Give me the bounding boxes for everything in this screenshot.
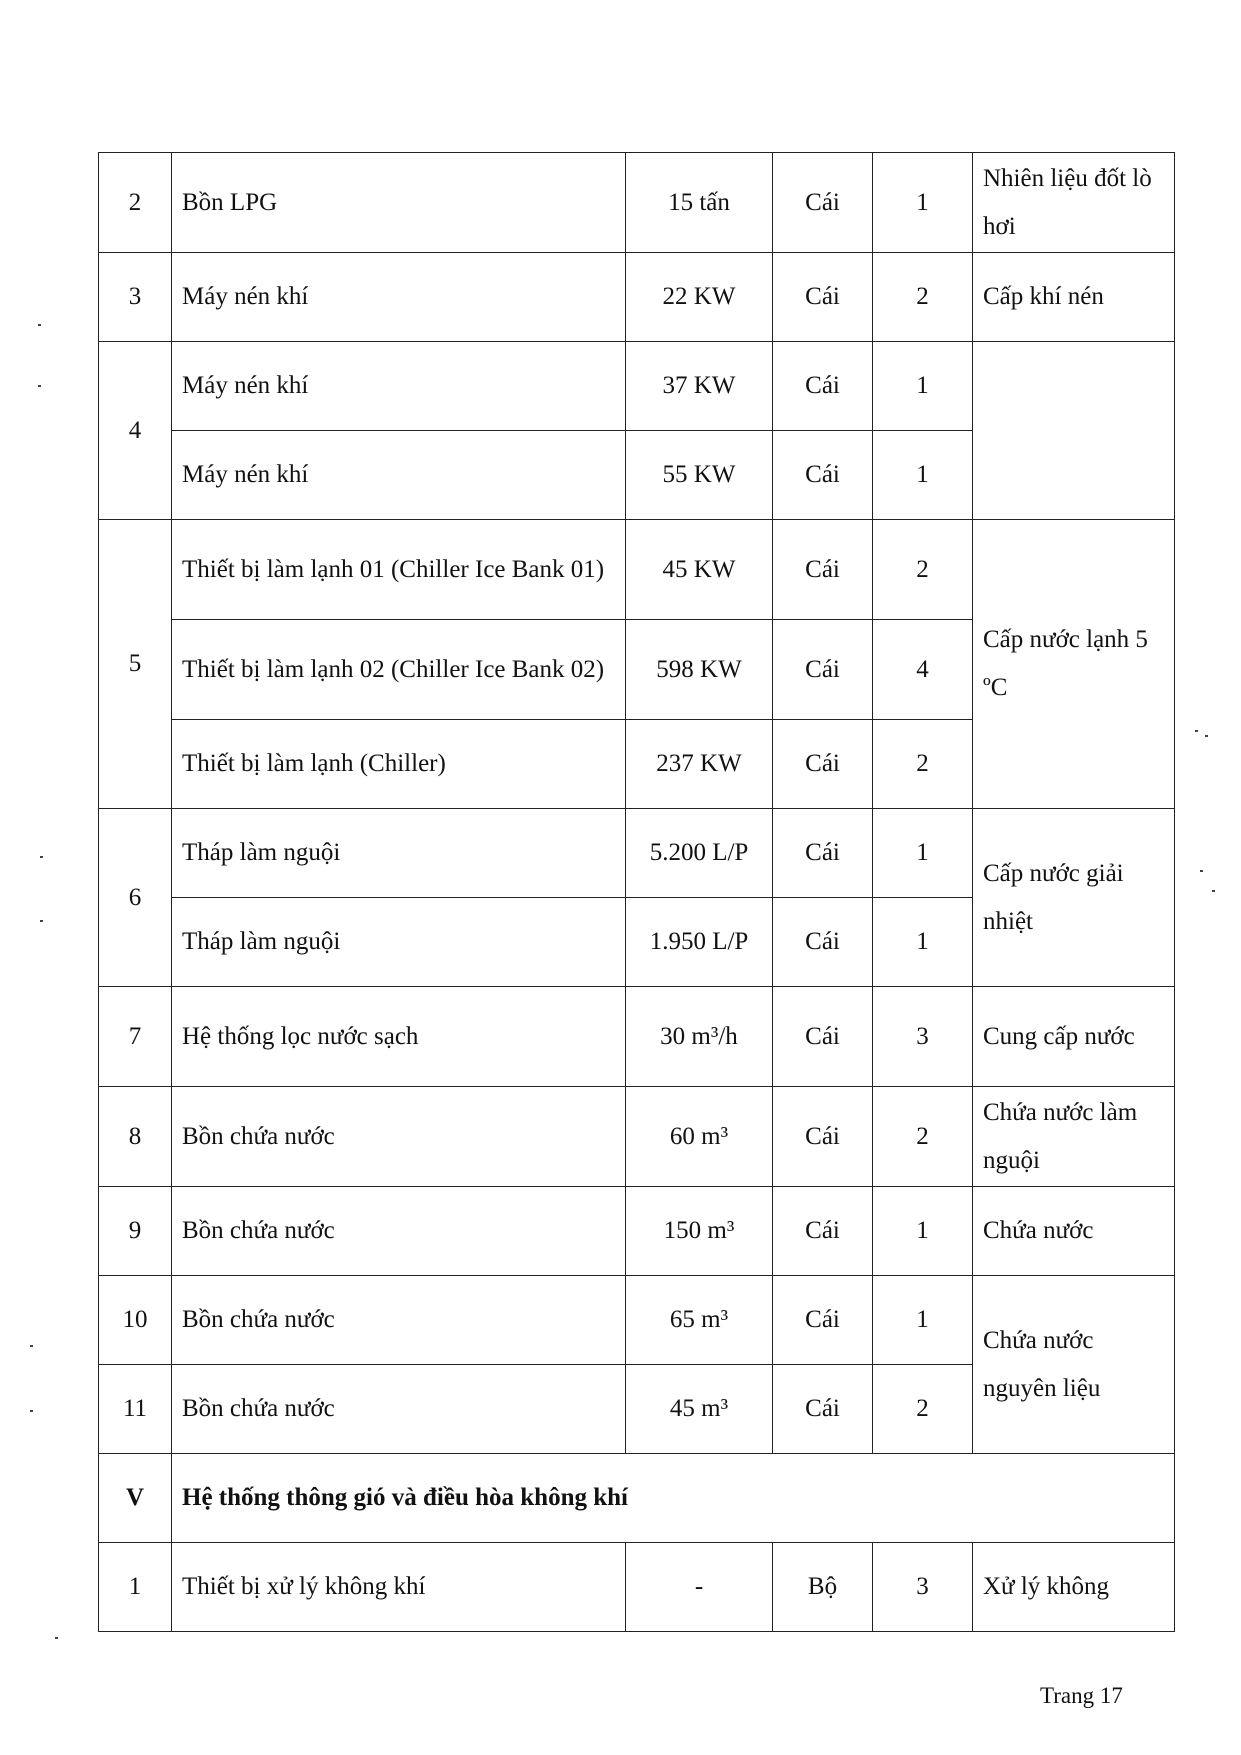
equipment-table xyxy=(98,152,1175,1632)
equipment-unit: Cái xyxy=(773,1276,873,1365)
table-row xyxy=(99,1087,1175,1187)
table-row xyxy=(99,1187,1175,1276)
table-row xyxy=(99,987,1175,1087)
scan-speck xyxy=(1195,730,1198,732)
table-row xyxy=(99,520,1175,620)
equipment-quantity: 2 xyxy=(873,253,973,342)
equipment-unit: Cái xyxy=(773,342,873,431)
equipment-quantity: 2 xyxy=(873,1365,973,1454)
equipment-name: Thiết bị làm lạnh (Chiller) xyxy=(172,720,626,809)
equipment-quantity: 1 xyxy=(873,153,973,253)
equipment-unit: Cái xyxy=(773,1187,873,1276)
equipment-purpose: Nhiên liệu đốt lò hơi xyxy=(973,153,1175,253)
row-number: 2 xyxy=(99,153,172,253)
table-row xyxy=(99,1276,1175,1365)
equipment-unit: Cái xyxy=(773,898,873,987)
equipment-unit: Cái xyxy=(773,987,873,1087)
equipment-name: Thiết bị xử lý không khí xyxy=(172,1543,626,1632)
scan-speck xyxy=(38,324,41,326)
equipment-unit: Cái xyxy=(773,1365,873,1454)
equipment-capacity: 55 KW xyxy=(626,431,773,520)
equipment-quantity: 1 xyxy=(873,809,973,898)
table-row xyxy=(99,342,1175,431)
equipment-unit: Bộ xyxy=(773,1543,873,1632)
section-row xyxy=(99,1454,1175,1543)
scan-speck xyxy=(1200,870,1203,872)
equipment-name: Bồn chứa nước xyxy=(172,1276,626,1365)
equipment-unit: Cái xyxy=(773,431,873,520)
row-number: 8 xyxy=(99,1087,172,1187)
equipment-quantity: 4 xyxy=(873,620,973,720)
equipment-quantity: 1 xyxy=(873,1187,973,1276)
equipment-quantity: 2 xyxy=(873,520,973,620)
row-number: 1 xyxy=(99,1543,172,1632)
row-number: 9 xyxy=(99,1187,172,1276)
section-title: Hệ thống thông gió và điều hòa không khí xyxy=(172,1454,1175,1543)
scan-speck xyxy=(40,920,43,922)
section-number: V xyxy=(99,1454,172,1543)
equipment-unit: Cái xyxy=(773,253,873,342)
equipment-purpose: Chứa nước xyxy=(973,1187,1175,1276)
equipment-name: Bồn LPG xyxy=(172,153,626,253)
equipment-capacity: 598 KW xyxy=(626,620,773,720)
equipment-name: Bồn chứa nước xyxy=(172,1365,626,1454)
equipment-unit: Cái xyxy=(773,620,873,720)
equipment-quantity: 1 xyxy=(873,1276,973,1365)
equipment-name: Máy nén khí xyxy=(172,342,626,431)
equipment-quantity: 1 xyxy=(873,342,973,431)
equipment-purpose xyxy=(973,342,1175,520)
equipment-capacity: 65 m³ xyxy=(626,1276,773,1365)
row-number: 5 xyxy=(99,520,172,809)
scan-speck xyxy=(1212,890,1215,892)
equipment-capacity: 45 KW xyxy=(626,520,773,620)
equipment-capacity: - xyxy=(626,1543,773,1632)
equipment-purpose: Xử lý không xyxy=(973,1543,1175,1632)
equipment-name: Thiết bị làm lạnh 01 (Chiller Ice Bank 01) xyxy=(172,520,626,620)
page-number: Trang 17 xyxy=(1040,1683,1123,1708)
equipment-purpose: Cấp khí nén xyxy=(973,253,1175,342)
scan-speck xyxy=(40,856,43,858)
row-number: 3 xyxy=(99,253,172,342)
table-row xyxy=(99,1543,1175,1632)
equipment-capacity: 1.950 L/P xyxy=(626,898,773,987)
table-row xyxy=(99,253,1175,342)
row-number: 6 xyxy=(99,809,172,987)
equipment-unit: Cái xyxy=(773,720,873,809)
equipment-name: Bồn chứa nước xyxy=(172,1187,626,1276)
scan-speck xyxy=(30,1345,33,1347)
row-number: 11 xyxy=(99,1365,172,1454)
equipment-capacity: 45 m³ xyxy=(626,1365,773,1454)
equipment-name: Tháp làm nguội xyxy=(172,809,626,898)
equipment-unit: Cái xyxy=(773,520,873,620)
equipment-name: Máy nén khí xyxy=(172,253,626,342)
equipment-name: Hệ thống lọc nước sạch xyxy=(172,987,626,1087)
equipment-quantity: 2 xyxy=(873,1087,973,1187)
equipment-capacity: 60 m³ xyxy=(626,1087,773,1187)
row-number: 7 xyxy=(99,987,172,1087)
equipment-capacity: 22 KW xyxy=(626,253,773,342)
row-number: 10 xyxy=(99,1276,172,1365)
equipment-name: Thiết bị làm lạnh 02 (Chiller Ice Bank 02) xyxy=(172,620,626,720)
equipment-unit: Cái xyxy=(773,809,873,898)
equipment-purpose: Chứa nước nguyên liệu xyxy=(973,1276,1175,1454)
row-number: 4 xyxy=(99,342,172,520)
scan-speck xyxy=(1205,735,1208,737)
table-row xyxy=(99,809,1175,898)
equipment-quantity: 1 xyxy=(873,898,973,987)
scan-speck xyxy=(55,1637,58,1639)
equipment-purpose: Cung cấp nước xyxy=(973,987,1175,1087)
equipment-purpose: Chứa nước làm nguội xyxy=(973,1087,1175,1187)
equipment-purpose: Cấp nước lạnh 5 ºC xyxy=(973,520,1175,809)
equipment-name: Máy nén khí xyxy=(172,431,626,520)
scan-speck xyxy=(38,385,41,387)
equipment-capacity: 150 m³ xyxy=(626,1187,773,1276)
equipment-unit: Cái xyxy=(773,1087,873,1187)
equipment-capacity: 37 KW xyxy=(626,342,773,431)
equipment-quantity: 2 xyxy=(873,720,973,809)
equipment-capacity: 15 tấn xyxy=(626,153,773,253)
equipment-name: Tháp làm nguội xyxy=(172,898,626,987)
scan-speck xyxy=(30,1410,33,1412)
equipment-quantity: 3 xyxy=(873,1543,973,1632)
equipment-capacity: 237 KW xyxy=(626,720,773,809)
equipment-capacity: 30 m³/h xyxy=(626,987,773,1087)
equipment-unit: Cái xyxy=(773,153,873,253)
equipment-purpose: Cấp nước giải nhiệt xyxy=(973,809,1175,987)
equipment-quantity: 3 xyxy=(873,987,973,1087)
equipment-capacity: 5.200 L/P xyxy=(626,809,773,898)
equipment-quantity: 1 xyxy=(873,431,973,520)
table-row xyxy=(99,153,1175,253)
equipment-name: Bồn chứa nước xyxy=(172,1087,626,1187)
